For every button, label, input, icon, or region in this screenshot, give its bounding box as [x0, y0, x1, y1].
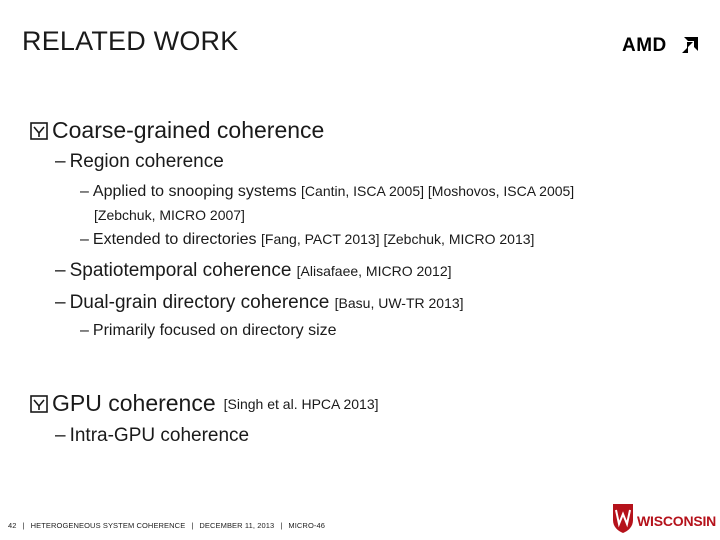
- bullet-text: Coarse-grained coherence: [52, 117, 325, 143]
- sub-bullet-intra-gpu: – Intra-GPU coherence: [55, 425, 250, 446]
- amd-logo: [622, 35, 702, 57]
- citation: [Alisafaee, MICRO 2012]: [296, 263, 452, 279]
- footer-date: DECEMBER 11, 2013: [199, 521, 275, 530]
- footer-title: HETEROGENEOUS SYSTEM COHERENCE: [30, 521, 186, 530]
- uw-crest-icon: [612, 502, 634, 534]
- bullet-gpu-coherence: [30, 390, 379, 417]
- page-number: 42: [8, 521, 17, 530]
- bullet-coarse-grained: [30, 117, 324, 144]
- slide-title: RELATED WORK: [22, 26, 239, 56]
- uw-logo-text: WISCONSIN: [637, 513, 717, 529]
- amd-arrow-icon: [682, 37, 698, 53]
- citation: [Fang, PACT 2013] [Zebchuk, MICRO 2013]: [261, 231, 535, 247]
- amd-logo-text: AMD: [622, 35, 667, 56]
- sub-bullet-dual-grain: – Dual-grain directory coherence [Basu, UW-TR 2013]: [55, 292, 464, 313]
- sub-bullet-directory-size: – Primarily focused on directory size: [80, 322, 337, 339]
- checkbox-icon: [30, 395, 48, 413]
- sub-bullet-directories: – Extended to directories [Fang, PACT 2013] [Zebchuk, MICRO 2013]: [80, 231, 535, 248]
- citation-continued: [Zebchuk, MICRO 2007]: [94, 207, 245, 223]
- sub-bullet-region-coherence: – Region coherence: [55, 151, 224, 172]
- citation: [Cantin, ISCA 2005] [Moshovos, ISCA 2005]: [301, 183, 575, 199]
- checkbox-icon: [30, 122, 48, 140]
- uw-logo: [610, 500, 717, 536]
- citation: [Singh et al. HPCA 2013]: [223, 395, 379, 412]
- bullet-text: GPU coherence: [52, 390, 216, 416]
- sub-bullet-spatiotemporal: – Spatiotemporal coherence [Alisafaee, MICRO 2012]: [55, 260, 452, 281]
- citation: [Basu, UW-TR 2013]: [334, 295, 464, 311]
- footer-venue: MICRO-46: [288, 521, 326, 530]
- sub-bullet-snooping: – Applied to snooping systems [Cantin, ISCA 2005] [Moshovos, ISCA 2005]: [80, 183, 575, 200]
- slide-footer: 42 | HETEROGENEOUS SYSTEM COHERENCE | DECEMBER 11, 2013 | MICRO-46: [8, 521, 326, 530]
